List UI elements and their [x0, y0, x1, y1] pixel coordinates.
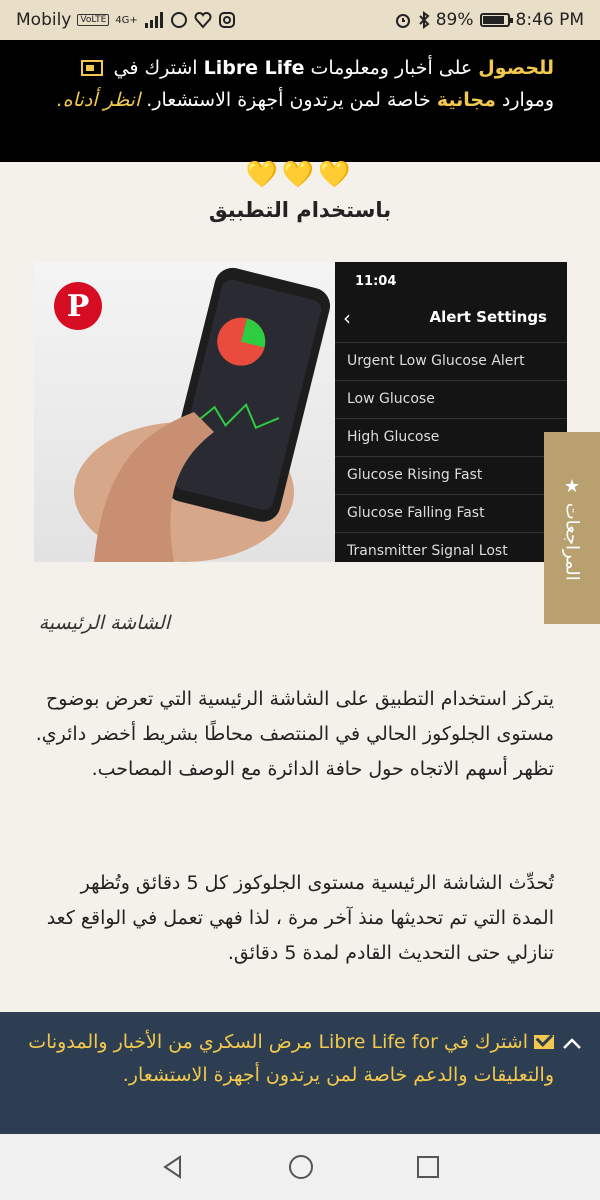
banner-brand: Libre Life: [203, 57, 305, 79]
volte-badge: VoLTE: [77, 14, 109, 26]
sticky-text: اشترك في Libre Life for مرض السكري من الأخبار والمدونات والتعليقات والدعم خاصة لمن يرتدون أجهزة الاستشعار.: [28, 1031, 554, 1086]
home-icon[interactable]: [287, 1153, 315, 1181]
back-chevron-icon: ‹: [343, 306, 351, 330]
banner-part1: للحصول: [478, 57, 554, 79]
alert-settings-title: Alert Settings: [429, 308, 547, 326]
alert-item: High Glucose: [335, 418, 567, 456]
app-screenshot-image: [34, 262, 567, 562]
alert-item: Transmitter Signal Lost: [335, 532, 567, 562]
yellow-hearts: 💛💛💛: [245, 160, 355, 190]
hand-holding-phone-image: [34, 262, 335, 562]
instagram-icon: [218, 11, 236, 29]
alert-item: Glucose Rising Fast: [335, 456, 567, 494]
alert-item: Urgent Low Glucose Alert: [335, 342, 567, 380]
alert-item: Low Glucose: [335, 380, 567, 418]
status-bar: [0, 0, 600, 40]
whatsapp-icon: [170, 11, 188, 29]
battery-fill: [483, 16, 504, 24]
paragraph-updates: تُحدِّث الشاشة الرئيسية مستوى الجلوكوز كل 5 دقائق وتُظهر المدة التي تم تحديثها منذ آخر مرة ، لذا فهي تعمل في الواقع كعد تنازلي حتى التحديث القادم لمدة 5 دقائق.: [46, 872, 554, 964]
banner-free: مجانية: [436, 89, 496, 111]
banner-part4: وموارد: [495, 89, 554, 111]
reviews-side-tab[interactable]: [544, 432, 600, 624]
status-right: [394, 10, 584, 30]
pinterest-icon[interactable]: P: [54, 282, 102, 330]
image-caption: الشاشة الرئيسية: [38, 612, 170, 634]
recents-icon[interactable]: [416, 1155, 440, 1179]
banner-part5: خاصة لمن يرتدون أجهزة الاستشعار.: [140, 89, 437, 111]
reviews-tab-label: المراجعات ★: [561, 475, 583, 581]
banner-part3: اشترك في: [107, 57, 204, 79]
clock: 8:46 PM: [515, 10, 584, 30]
network-label: 4G+: [115, 14, 138, 26]
alert-settings-screen: [335, 262, 567, 562]
heart-monitor-icon: [194, 11, 212, 29]
phone-time: 11:04: [355, 274, 397, 289]
android-nav-bar: [0, 1134, 600, 1200]
signal-icon: [144, 12, 164, 28]
section-title: باستخدام التطبيق: [208, 198, 392, 222]
alert-item: Glucose Falling Fast: [335, 494, 567, 532]
promo-banner[interactable]: [0, 40, 600, 162]
newspaper-icon: [81, 60, 103, 76]
bluetooth-icon: [418, 11, 430, 29]
alarm-icon: [394, 11, 412, 29]
back-icon[interactable]: [160, 1154, 186, 1180]
status-left: [16, 10, 236, 30]
chevron-up-icon[interactable]: [562, 1034, 582, 1054]
banner-see-below-link[interactable]: انظر أدناه.: [56, 89, 141, 111]
banner-part2: على أخبار ومعلومات: [304, 57, 479, 79]
battery-icon: [480, 13, 510, 27]
mail-icon: [534, 1035, 554, 1049]
subscribe-sticky-bar[interactable]: [0, 1012, 600, 1134]
carrier-label: Mobily: [16, 10, 72, 30]
alert-list: [335, 342, 567, 562]
battery-percent: 89%: [435, 10, 474, 30]
paragraph-home-screen: يتركز استخدام التطبيق على الشاشة الرئيسية التي تعرض بوضوح مستوى الجلوكوز الحالي في المنتصف محاطًا بشريط أخضر دائري. تظهر أسهم الاتجاه حول حافة الدائرة مع الوصف المصاحب.: [35, 688, 554, 780]
